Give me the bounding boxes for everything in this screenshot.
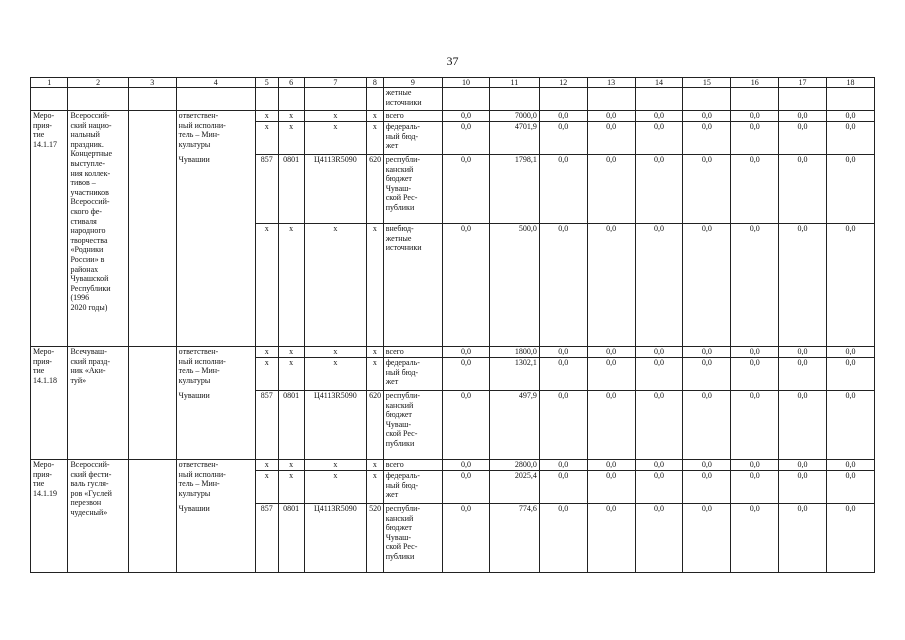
grbs-cell: 857 bbox=[255, 155, 278, 224]
value-cell: 0,0 bbox=[587, 122, 635, 155]
value-cell: 0,0 bbox=[587, 358, 635, 391]
value-2020-cell: 4701,9 bbox=[489, 122, 539, 155]
value-cell: 0,0 bbox=[539, 460, 587, 471]
value-cell: 0,0 bbox=[779, 391, 827, 460]
value-cell: 0,0 bbox=[635, 111, 683, 122]
value-cell: 0,0 bbox=[587, 471, 635, 504]
empty-cell bbox=[68, 88, 128, 111]
value-cell: 0,0 bbox=[826, 224, 874, 347]
column-number-header: 4 bbox=[176, 78, 255, 88]
value-2020-cell: 2025,4 bbox=[489, 471, 539, 504]
value-2019-cell: 0,0 bbox=[443, 111, 490, 122]
grbs-cell: х bbox=[255, 460, 278, 471]
column-number-header: 12 bbox=[539, 78, 587, 88]
grbs-cell: х bbox=[255, 471, 278, 504]
value-cell: 0,0 bbox=[635, 504, 683, 573]
table-row bbox=[31, 460, 875, 471]
value-cell: 0,0 bbox=[731, 347, 779, 358]
value-cell: 0,0 bbox=[635, 460, 683, 471]
column-number-header: 6 bbox=[278, 78, 304, 88]
executor-cell: ответствен- ный исполни- тель – Мин- культуры bbox=[176, 347, 255, 391]
vr-cell: х bbox=[367, 460, 384, 471]
vr-cell: х bbox=[367, 347, 384, 358]
value-cell: 0,0 bbox=[779, 111, 827, 122]
value-2019-cell: 0,0 bbox=[443, 460, 490, 471]
empty-cell bbox=[367, 88, 384, 111]
value-cell: 0,0 bbox=[826, 155, 874, 224]
value-cell: 0,0 bbox=[539, 155, 587, 224]
event-label-cell: Меро- прия- тие 14.1.17 bbox=[31, 111, 68, 347]
value-cell: 0,0 bbox=[683, 471, 731, 504]
column-number-header: 5 bbox=[255, 78, 278, 88]
value-cell: 0,0 bbox=[826, 460, 874, 471]
value-2019-cell: 0,0 bbox=[443, 471, 490, 504]
rz-pr-cell: 0801 bbox=[278, 391, 304, 460]
csr-cell: х bbox=[304, 111, 366, 122]
funding-source-cell: всего bbox=[383, 347, 442, 358]
value-cell: 0,0 bbox=[826, 504, 874, 573]
csr-cell: Ц4113R5090 bbox=[304, 391, 366, 460]
executor-cell-continued: Чувашии bbox=[176, 155, 255, 347]
value-2019-cell: 0,0 bbox=[443, 358, 490, 391]
value-cell: 0,0 bbox=[731, 122, 779, 155]
column-number-row bbox=[31, 78, 875, 88]
value-2019-cell: 0,0 bbox=[443, 155, 490, 224]
value-cell: 0,0 bbox=[826, 391, 874, 460]
rz-pr-cell: х bbox=[278, 122, 304, 155]
value-2020-cell: 7000,0 bbox=[489, 111, 539, 122]
column-number-header: 18 bbox=[826, 78, 874, 88]
executor-cell: ответствен- ный исполни- тель – Мин- культуры bbox=[176, 111, 255, 155]
value-2019-cell: 0,0 bbox=[443, 504, 490, 573]
value-cell: 0,0 bbox=[539, 347, 587, 358]
value-2020-cell: 2800,0 bbox=[489, 460, 539, 471]
grbs-cell: х bbox=[255, 111, 278, 122]
value-cell: 0,0 bbox=[779, 122, 827, 155]
grbs-cell: х bbox=[255, 122, 278, 155]
value-cell: 0,0 bbox=[539, 391, 587, 460]
vr-cell: 620 bbox=[367, 155, 384, 224]
funding-source-cell: всего bbox=[383, 111, 442, 122]
csr-cell: х bbox=[304, 347, 366, 358]
value-2019-cell: 0,0 bbox=[443, 224, 490, 347]
table-row bbox=[31, 111, 875, 122]
funding-source-cell: республи- канский бюджет Чуваш- ской Рес- публики bbox=[383, 155, 442, 224]
vr-cell: 620 bbox=[367, 391, 384, 460]
value-cell: 0,0 bbox=[731, 358, 779, 391]
csr-cell: Ц4113R5090 bbox=[304, 504, 366, 573]
value-cell: 0,0 bbox=[683, 155, 731, 224]
csr-cell: х bbox=[304, 224, 366, 347]
csr-cell: х bbox=[304, 358, 366, 391]
value-2020-cell: 1302,1 bbox=[489, 358, 539, 391]
grbs-cell: 857 bbox=[255, 504, 278, 573]
value-cell: 0,0 bbox=[731, 460, 779, 471]
rz-pr-cell: х bbox=[278, 111, 304, 122]
vr-cell: х bbox=[367, 224, 384, 347]
funding-source-cell: федераль- ный бюд- жет bbox=[383, 358, 442, 391]
budget-table bbox=[30, 77, 875, 573]
grbs-cell: х bbox=[255, 224, 278, 347]
grbs-cell: 857 bbox=[255, 391, 278, 460]
funding-source-cell: внебюд- жетные источники bbox=[383, 224, 442, 347]
value-cell: 0,0 bbox=[779, 224, 827, 347]
column-number-header: 1 bbox=[31, 78, 68, 88]
column-number-header: 7 bbox=[304, 78, 366, 88]
value-cell: 0,0 bbox=[635, 471, 683, 504]
coexecutor-cell bbox=[128, 347, 176, 460]
value-cell: 0,0 bbox=[779, 347, 827, 358]
value-cell: 0,0 bbox=[539, 111, 587, 122]
column-number-header: 16 bbox=[731, 78, 779, 88]
value-cell: 0,0 bbox=[587, 155, 635, 224]
value-cell: 0,0 bbox=[779, 155, 827, 224]
value-2020-cell: 500,0 bbox=[489, 224, 539, 347]
vr-cell: х bbox=[367, 122, 384, 155]
value-cell: 0,0 bbox=[683, 224, 731, 347]
value-cell: 0,0 bbox=[731, 155, 779, 224]
value-cell: 0,0 bbox=[826, 111, 874, 122]
rz-pr-cell: х bbox=[278, 471, 304, 504]
value-2019-cell: 0,0 bbox=[443, 122, 490, 155]
event-name-cell: Всечуваш- ский празд- ник «Аки- туй» bbox=[68, 347, 128, 460]
value-cell: 0,0 bbox=[539, 224, 587, 347]
value-cell: 0,0 bbox=[587, 111, 635, 122]
value-cell: 0,0 bbox=[635, 224, 683, 347]
event-name-cell: Всероссий- ский фести- валь гусля- ров «Гуслей перезвон чудесный» bbox=[68, 460, 128, 573]
table-row bbox=[31, 347, 875, 358]
value-2020-cell: 1798,1 bbox=[489, 155, 539, 224]
value-cell: 0,0 bbox=[635, 358, 683, 391]
column-number-header: 2 bbox=[68, 78, 128, 88]
executor-cell: ответствен- ный исполни- тель – Мин- культуры bbox=[176, 460, 255, 504]
empty-cell bbox=[304, 88, 366, 111]
funding-source-cell: федераль- ный бюд- жет bbox=[383, 122, 442, 155]
page-number: 37 bbox=[446, 54, 459, 68]
value-cell: 0,0 bbox=[635, 347, 683, 358]
empty-cell bbox=[443, 88, 490, 111]
value-cell: 0,0 bbox=[731, 111, 779, 122]
value-cell: 0,0 bbox=[587, 460, 635, 471]
value-2020-cell: 774,6 bbox=[489, 504, 539, 573]
coexecutor-cell bbox=[128, 111, 176, 347]
empty-cell bbox=[779, 88, 827, 111]
value-cell: 0,0 bbox=[683, 122, 731, 155]
event-label-cell: Меро- прия- тие 14.1.18 bbox=[31, 347, 68, 460]
value-cell: 0,0 bbox=[731, 471, 779, 504]
funding-source-cell: всего bbox=[383, 460, 442, 471]
column-number-header: 14 bbox=[635, 78, 683, 88]
rz-pr-cell: х bbox=[278, 460, 304, 471]
value-cell: 0,0 bbox=[779, 471, 827, 504]
value-cell: 0,0 bbox=[779, 358, 827, 391]
empty-cell bbox=[731, 88, 779, 111]
vr-cell: х bbox=[367, 358, 384, 391]
value-cell: 0,0 bbox=[587, 224, 635, 347]
value-cell: 0,0 bbox=[826, 122, 874, 155]
rz-pr-cell: х bbox=[278, 224, 304, 347]
empty-cell bbox=[587, 88, 635, 111]
executor-cell-continued: Чувашии bbox=[176, 504, 255, 573]
value-cell: 0,0 bbox=[731, 391, 779, 460]
rz-pr-cell: х bbox=[278, 358, 304, 391]
value-cell: 0,0 bbox=[683, 347, 731, 358]
rz-pr-cell: х bbox=[278, 347, 304, 358]
csr-cell: х bbox=[304, 122, 366, 155]
csr-cell: Ц4113R5090 bbox=[304, 155, 366, 224]
value-cell: 0,0 bbox=[587, 504, 635, 573]
value-cell: 0,0 bbox=[587, 347, 635, 358]
empty-cell bbox=[255, 88, 278, 111]
value-cell: 0,0 bbox=[683, 504, 731, 573]
vr-cell: х bbox=[367, 471, 384, 504]
grbs-cell: х bbox=[255, 347, 278, 358]
column-number-header: 13 bbox=[587, 78, 635, 88]
empty-cell bbox=[128, 88, 176, 111]
value-2020-cell: 497,9 bbox=[489, 391, 539, 460]
value-cell: 0,0 bbox=[635, 122, 683, 155]
value-cell: 0,0 bbox=[731, 504, 779, 573]
vr-cell: х bbox=[367, 111, 384, 122]
event-label-cell: Меро- прия- тие 14.1.19 bbox=[31, 460, 68, 573]
empty-cell bbox=[635, 88, 683, 111]
empty-cell bbox=[176, 88, 255, 111]
value-cell: 0,0 bbox=[779, 504, 827, 573]
value-cell: 0,0 bbox=[683, 111, 731, 122]
value-cell: 0,0 bbox=[826, 358, 874, 391]
column-number-header: 17 bbox=[779, 78, 827, 88]
grbs-cell: х bbox=[255, 358, 278, 391]
value-2019-cell: 0,0 bbox=[443, 391, 490, 460]
column-number-header: 10 bbox=[443, 78, 490, 88]
table-body bbox=[31, 78, 875, 573]
csr-cell: х bbox=[304, 460, 366, 471]
value-2019-cell: 0,0 bbox=[443, 347, 490, 358]
empty-cell bbox=[826, 88, 874, 111]
column-number-header: 3 bbox=[128, 78, 176, 88]
source-cell: жетные источники bbox=[383, 88, 442, 111]
value-cell: 0,0 bbox=[635, 155, 683, 224]
column-number-header: 9 bbox=[383, 78, 442, 88]
rz-pr-cell: 0801 bbox=[278, 504, 304, 573]
funding-source-cell: федераль- ный бюд- жет bbox=[383, 471, 442, 504]
empty-cell bbox=[278, 88, 304, 111]
value-cell: 0,0 bbox=[826, 347, 874, 358]
csr-cell: х bbox=[304, 471, 366, 504]
value-cell: 0,0 bbox=[826, 471, 874, 504]
value-cell: 0,0 bbox=[779, 460, 827, 471]
value-cell: 0,0 bbox=[539, 358, 587, 391]
vr-cell: 520 bbox=[367, 504, 384, 573]
empty-cell bbox=[539, 88, 587, 111]
column-number-header: 11 bbox=[489, 78, 539, 88]
value-cell: 0,0 bbox=[683, 358, 731, 391]
value-cell: 0,0 bbox=[635, 391, 683, 460]
coexecutor-cell bbox=[128, 460, 176, 573]
value-cell: 0,0 bbox=[731, 224, 779, 347]
continuation-row bbox=[31, 88, 875, 111]
rz-pr-cell: 0801 bbox=[278, 155, 304, 224]
empty-cell bbox=[683, 88, 731, 111]
column-number-header: 8 bbox=[367, 78, 384, 88]
funding-source-cell: республи- канский бюджет Чуваш- ской Рес- публики bbox=[383, 504, 442, 573]
value-2020-cell: 1800,0 bbox=[489, 347, 539, 358]
value-cell: 0,0 bbox=[683, 391, 731, 460]
event-name-cell: Всероссий- ский нацио- нальный праздник. Концертные выступле- ния коллек- тивов – участников Всероссий- ского фе- стиваля народного творчества «Родники России» в районах Чувашской Республики (1996 2020 годы) bbox=[68, 111, 128, 347]
empty-cell bbox=[489, 88, 539, 111]
column-number-header: 15 bbox=[683, 78, 731, 88]
value-cell: 0,0 bbox=[539, 471, 587, 504]
funding-source-cell: республи- канский бюджет Чуваш- ской Рес- публики bbox=[383, 391, 442, 460]
executor-cell-continued: Чувашии bbox=[176, 391, 255, 460]
value-cell: 0,0 bbox=[587, 391, 635, 460]
value-cell: 0,0 bbox=[683, 460, 731, 471]
value-cell: 0,0 bbox=[539, 122, 587, 155]
empty-cell bbox=[31, 88, 68, 111]
value-cell: 0,0 bbox=[539, 504, 587, 573]
